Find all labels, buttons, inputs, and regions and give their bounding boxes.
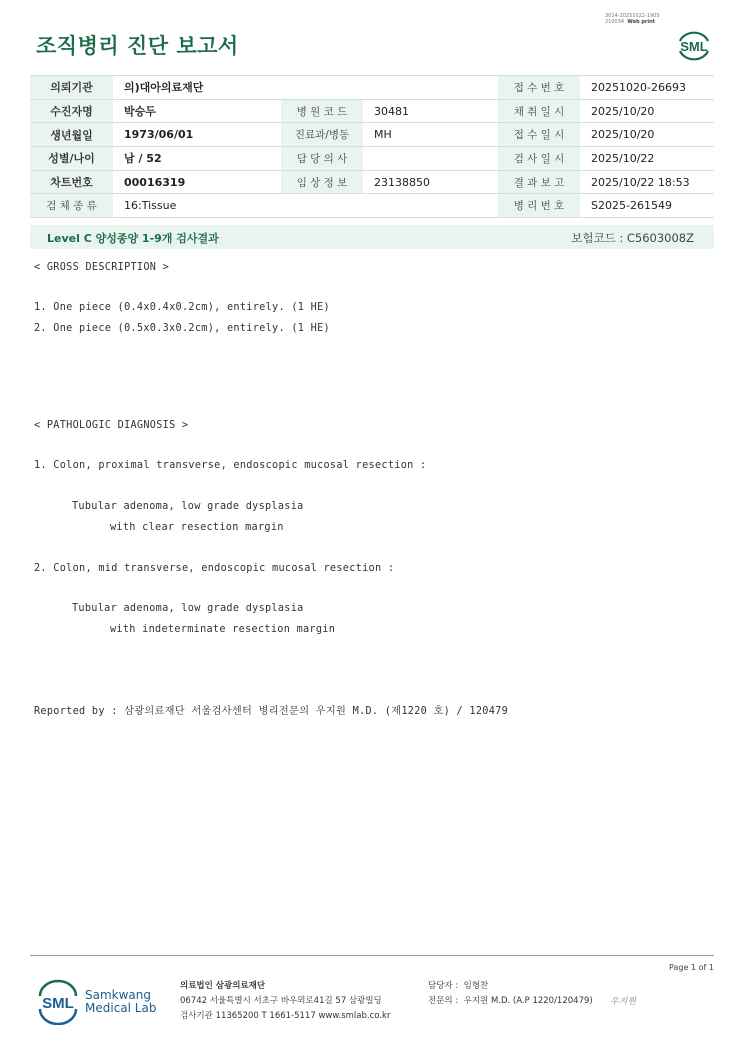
result-level-bar <box>30 225 714 249</box>
org-info <box>180 979 390 1024</box>
test-date-label: 검 사 일 시 <box>498 147 580 171</box>
dept-value: MH <box>363 123 498 147</box>
chart-no-value: 00016319 <box>113 170 281 194</box>
doctor-label: 담 당 의 사 <box>281 147 363 171</box>
diagnosis-margin: with clear resection margin <box>110 522 284 533</box>
gross-item: 1. One piece (0.4x0.4x0.2cm), entirely. (1 HE) <box>34 302 330 313</box>
receipt-date-value: 2025/10/20 <box>580 123 714 147</box>
manager-value: 임형찬 <box>463 981 489 991</box>
result-report-label: 결 과 보 고 <box>498 170 580 194</box>
specimen-label: 검 체 종 류 <box>30 194 113 218</box>
doctor-value <box>363 147 498 171</box>
sml-logo-icon <box>674 27 714 67</box>
sex-age-value: 남 / 52 <box>113 147 281 171</box>
receipt-no-value: 20251020-26693 <box>580 76 714 100</box>
org-address: 06742 서울특별시 서초구 바우뫼로41길 57 삼광빌딩 <box>180 996 382 1006</box>
lab-name-line2: Medical Lab <box>85 1001 157 1015</box>
collect-date-value: 2025/10/20 <box>580 99 714 123</box>
diagnosis-heading: < PATHOLOGIC DIAGNOSIS > <box>34 420 189 431</box>
print-code: 3014-20251022-1905 <box>605 13 660 19</box>
clinical-info-value: 23138850 <box>363 170 498 194</box>
table-row <box>30 76 714 100</box>
receipt-no-label: 접 수 번 호 <box>498 76 580 100</box>
insurance-code: 보험코드 : C5603008Z <box>571 231 694 245</box>
diagnosis-item: 1. Colon, proximal transverse, endoscopic mucosal resection : <box>34 460 427 471</box>
table-row <box>30 170 714 194</box>
hospital-code-label: 병 원 코 드 <box>281 99 363 123</box>
dept-label: 진료과/병동 <box>281 123 363 147</box>
signature: 우지원 <box>610 997 637 1007</box>
table-row <box>30 99 714 123</box>
gross-heading: < GROSS DESCRIPTION > <box>34 262 170 273</box>
org-name: 의료법인 삼광의료재단 <box>180 981 266 991</box>
table-row <box>30 194 714 218</box>
staff-info <box>428 979 593 1009</box>
reported-by: Reported by : 삼광의료재단 서울검사센터 병리전문의 우지원 M.D. (제1220 호) / 120479 <box>34 706 509 717</box>
chart-no-label: 차트번호 <box>30 170 113 194</box>
test-date-value: 2025/10/22 <box>580 147 714 171</box>
specialist-label: 전문의 : <box>428 996 459 1006</box>
specialist-value: 우지원 M.D. (A.P 1220/120479) <box>463 996 593 1006</box>
diagnosis-item: 2. Colon, mid transverse, endoscopic mucosal resection : <box>34 563 395 574</box>
clinical-info-label: 임 상 정 보 <box>281 170 363 194</box>
manager-label: 담당자 : <box>428 981 459 991</box>
hospital-code-value: 30481 <box>363 99 498 123</box>
table-row <box>30 123 714 147</box>
level-title: Level C 양성종양 1-9개 검사결과 <box>47 232 219 245</box>
diagnosis-finding: Tubular adenoma, low grade dysplasia <box>72 603 304 614</box>
diagnosis-margin: with indeterminate resection margin <box>110 624 336 635</box>
lab-name-line1: Samkwang <box>85 988 151 1002</box>
sex-age-label: 성별/나이 <box>30 147 113 171</box>
sml-logo-text: SML <box>680 39 708 54</box>
print-sub: 210034 <box>605 19 625 25</box>
print-info <box>605 13 660 25</box>
collect-date-label: 채 취 일 시 <box>498 99 580 123</box>
diagnosis-finding: Tubular adenoma, low grade dysplasia <box>72 501 304 512</box>
footer-divider <box>30 955 714 956</box>
requesting-org-value: 의)대아의료재단 <box>113 76 498 100</box>
foot-logo-text: SML <box>42 995 74 1012</box>
receipt-date-label: 접 수 일 시 <box>498 123 580 147</box>
lab-name <box>85 989 156 1015</box>
birth-value: 1973/06/01 <box>113 123 281 147</box>
page-number: Page 1 of 1 <box>669 963 714 972</box>
print-label: Web print <box>627 19 656 25</box>
samkwang-logo-icon <box>36 979 80 1029</box>
patient-info-table <box>30 75 714 218</box>
result-report-value: 2025/10/22 18:53 <box>580 170 714 194</box>
requesting-org-label: 의뢰기관 <box>30 76 113 100</box>
table-row <box>30 147 714 171</box>
org-contact: 검사기관 11365200 T 1661-5117 www.smlab.co.kr <box>180 1011 391 1021</box>
pathology-no-label: 병 리 번 호 <box>498 194 580 218</box>
patient-value: 박승두 <box>113 99 281 123</box>
gross-item: 2. One piece (0.5x0.3x0.2cm), entirely. (1 HE) <box>34 323 330 334</box>
specimen-value: 16:Tissue <box>113 194 498 218</box>
pathology-no-value: S2025-261549 <box>580 194 714 218</box>
report-title: 조직병리 진단 보고서 <box>36 34 239 58</box>
birth-label: 생년월일 <box>30 123 113 147</box>
patient-label: 수진자명 <box>30 99 113 123</box>
